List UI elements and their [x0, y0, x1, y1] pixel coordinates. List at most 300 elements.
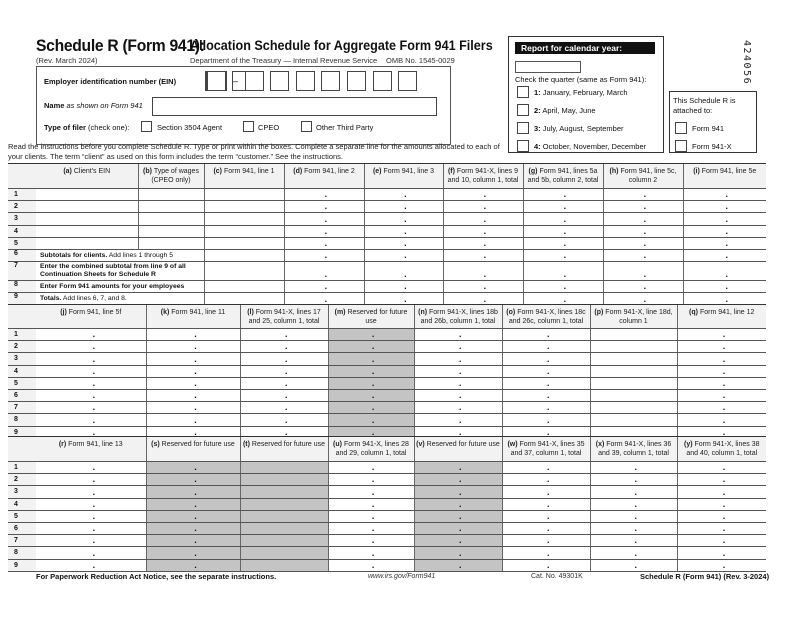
cell-l-row-4[interactable] — [240, 365, 328, 377]
row-number: 2 — [8, 201, 36, 213]
cell-j-row-2[interactable] — [36, 341, 146, 353]
cell-t-row-6 — [240, 522, 328, 534]
cell-p-row-2[interactable] — [590, 341, 677, 353]
cell-u-row-5[interactable] — [328, 510, 414, 522]
cell-n-row-1[interactable] — [414, 329, 502, 341]
cell-b-row-4[interactable] — [138, 225, 204, 237]
table-row — [8, 522, 766, 534]
quarter-3-num: 3: — [534, 124, 541, 133]
cell-a-row-3[interactable] — [36, 213, 138, 225]
cell-v-row-7 — [414, 535, 502, 547]
row-number: 2 — [8, 474, 36, 486]
cell-o-row-8[interactable] — [502, 414, 590, 426]
cell-j-row-1[interactable] — [36, 329, 146, 341]
summary-label — [36, 281, 204, 293]
cell-i-row-5[interactable] — [683, 237, 766, 249]
summary-label-bold: Enter the combined subtotal from line 9 of all Continuation Sheets for Schedule R — [40, 263, 186, 279]
calendar-year-heading: Report for calendar year: — [515, 42, 655, 54]
cell-u-row-7[interactable] — [328, 535, 414, 547]
cell-r-row-3[interactable] — [36, 486, 146, 498]
table-row — [8, 189, 766, 201]
row-number: 1 — [8, 329, 36, 341]
cell-c-row-3[interactable] — [204, 213, 284, 225]
form-941-label: Form 941 — [692, 124, 725, 133]
instructions-text: Read the instructions before you complete Schedule R. Type or print within the boxes. Complete a separate line for the amounts allocated to each of your clients. The term “client” as used on this form includes the term “customer.” See the instructions. — [8, 142, 500, 161]
cell-q-row-4[interactable] — [677, 365, 766, 377]
cell-l-row-7[interactable] — [240, 402, 328, 414]
cell-g-row-2[interactable] — [523, 201, 603, 213]
cell-b-row-3[interactable] — [138, 213, 204, 225]
table-row — [8, 498, 766, 510]
filer-type-label — [44, 123, 129, 132]
row-number: 5 — [8, 510, 36, 522]
ein-input-digit-8[interactable] — [373, 71, 392, 91]
cell-f-line-6[interactable] — [443, 249, 523, 261]
cell-l-row-3[interactable] — [240, 353, 328, 365]
cell-q-row-1[interactable] — [677, 329, 766, 341]
cell-e-row-1[interactable] — [364, 189, 443, 201]
col-u-header: (u) Form 941-X, lines 28 and 29, column 1, total — [328, 437, 414, 462]
cell-n-row-6[interactable] — [414, 389, 502, 401]
row-number: 8 — [8, 547, 36, 559]
name-label-italic: as shown on Form 941 — [66, 101, 143, 110]
cell-t-row-1 — [240, 462, 328, 474]
summary-label-bold: Subtotals for clients. — [40, 251, 108, 259]
col-m-header: (m) Reserved for future use — [328, 305, 414, 329]
quarter-3-text: July, August, September — [542, 124, 624, 133]
row-number: 2 — [8, 341, 36, 353]
irs-url-link[interactable]: www.irs.gov/Form941 — [368, 573, 436, 580]
table-row — [8, 201, 766, 213]
col-n-header: (n) Form 941-X, lines 18b and 26b, column 1, total — [414, 305, 502, 329]
row-number: 3 — [8, 486, 36, 498]
cell-p-row-4[interactable] — [590, 365, 677, 377]
cell-k-row-3[interactable] — [146, 353, 240, 365]
cell-f-line-8[interactable] — [443, 281, 523, 293]
cell-n-row-7[interactable] — [414, 402, 502, 414]
quarter-1-num: 1: — [534, 88, 541, 97]
row-number: 6 — [8, 522, 36, 534]
cell-y-row-4[interactable] — [677, 498, 766, 510]
cell-m-row-2 — [328, 341, 414, 353]
cell-f-row-1[interactable] — [443, 189, 523, 201]
col-l-header: (l) Form 941-X, lines 17 and 25, column 1, total — [240, 305, 328, 329]
cell-o-row-4[interactable] — [502, 365, 590, 377]
cell-k-row-1[interactable] — [146, 329, 240, 341]
cell-i-row-4[interactable] — [683, 225, 766, 237]
summary-label — [36, 262, 204, 281]
summary-label-rest: Add lines 6, 7, and 8. — [62, 294, 127, 302]
cell-s-row-1 — [146, 462, 240, 474]
name-label-bold: Name — [44, 101, 65, 110]
cell-w-row-7[interactable] — [502, 535, 590, 547]
cell-r-row-4[interactable] — [36, 498, 146, 510]
table-row — [8, 237, 766, 249]
cell-r-row-7[interactable] — [36, 535, 146, 547]
cell-n-row-2[interactable] — [414, 341, 502, 353]
cell-w-row-1[interactable] — [502, 462, 590, 474]
cell-w-row-2[interactable] — [502, 474, 590, 486]
quarter-4-num: 4: — [534, 142, 541, 151]
cell-m-row-6 — [328, 389, 414, 401]
cell-j-row-7[interactable] — [36, 402, 146, 414]
table-row — [8, 462, 766, 474]
summary-row — [8, 262, 766, 281]
cell-k-row-5[interactable] — [146, 377, 240, 389]
cell-w-row-5[interactable] — [502, 510, 590, 522]
ein-input-digit-6[interactable] — [321, 71, 340, 91]
cell-e-line-6[interactable] — [364, 249, 443, 261]
cell-e-row-2[interactable] — [364, 201, 443, 213]
quarter-2-checkbox[interactable] — [517, 104, 529, 116]
cell-e-line-7[interactable] — [364, 262, 443, 281]
cell-d-line-7[interactable] — [284, 262, 364, 281]
row-number: 7 — [8, 402, 36, 414]
cell-c-line-7[interactable] — [204, 262, 284, 281]
quarter-4-checkbox[interactable] — [517, 140, 529, 152]
cell-t-row-4 — [240, 498, 328, 510]
form-941x-checkbox[interactable] — [675, 140, 687, 152]
cell-i-row-3[interactable] — [683, 213, 766, 225]
cell-k-row-8[interactable] — [146, 414, 240, 426]
cell-g-line-7[interactable] — [523, 262, 603, 281]
other-third-party-label: Other Third Party — [316, 123, 374, 132]
calendar-year-input[interactable] — [515, 61, 581, 73]
cell-g-row-5[interactable] — [523, 237, 603, 249]
section-3504-agent-checkbox[interactable] — [141, 121, 152, 132]
cell-e-row-5[interactable] — [364, 237, 443, 249]
cell-g-row-3[interactable] — [523, 213, 603, 225]
row-number: 6 — [8, 249, 36, 261]
table-row — [8, 329, 766, 341]
cell-h-row-2[interactable] — [603, 201, 683, 213]
cell-t-row-3 — [240, 486, 328, 498]
cell-a-row-2[interactable] — [36, 201, 138, 213]
summary-label-bold: Enter Form 941 amounts for your employees — [40, 282, 185, 290]
row-number: 5 — [8, 237, 36, 249]
row-number: 3 — [8, 353, 36, 365]
row-number: 8 — [8, 281, 36, 293]
cell-g-row-1[interactable] — [523, 189, 603, 201]
row-number-header — [8, 164, 36, 189]
cell-q-row-2[interactable] — [677, 341, 766, 353]
cell-w-row-3[interactable] — [502, 486, 590, 498]
cell-f-row-2[interactable] — [443, 201, 523, 213]
cell-c-line-6[interactable] — [204, 249, 284, 261]
cell-a-row-1[interactable] — [36, 189, 138, 201]
cell-q-row-5[interactable] — [677, 377, 766, 389]
cell-u-row-2[interactable] — [328, 474, 414, 486]
cell-h-row-4[interactable] — [603, 225, 683, 237]
cell-x-row-5[interactable] — [590, 510, 677, 522]
cell-s-row-7 — [146, 535, 240, 547]
table-row — [8, 213, 766, 225]
cell-w-row-4[interactable] — [502, 498, 590, 510]
cell-o-row-2[interactable] — [502, 341, 590, 353]
cell-o-row-7[interactable] — [502, 402, 590, 414]
cell-q-row-8[interactable] — [677, 414, 766, 426]
cell-y-row-3[interactable] — [677, 486, 766, 498]
cell-s-row-8 — [146, 547, 240, 559]
row-number: 6 — [8, 389, 36, 401]
cell-d-row-5[interactable] — [284, 237, 364, 249]
attached-to-label — [673, 96, 736, 116]
cell-o-row-3[interactable] — [502, 353, 590, 365]
cell-x-row-9[interactable] — [590, 559, 677, 571]
row-number: 9 — [8, 559, 36, 571]
cell-c-line-8[interactable] — [204, 281, 284, 293]
table-row — [8, 486, 766, 498]
cell-y-row-2[interactable] — [677, 474, 766, 486]
cell-i-line-6[interactable] — [683, 249, 766, 261]
col-j-header: (j) Form 941, line 5f — [36, 305, 146, 329]
col-e-header: (e) Form 941, line 3 — [364, 164, 443, 189]
cell-w-row-9[interactable] — [502, 559, 590, 571]
row-number: 1 — [8, 189, 36, 201]
row-number: 4 — [8, 498, 36, 510]
cell-g-line-6[interactable] — [523, 249, 603, 261]
row-number: 5 — [8, 377, 36, 389]
quarter-4-text: October, November, December — [542, 142, 647, 151]
cell-l-row-2[interactable] — [240, 341, 328, 353]
cell-c-row-5[interactable] — [204, 237, 284, 249]
cell-h-line-8[interactable] — [603, 281, 683, 293]
name-label — [44, 101, 143, 110]
cell-l-row-1[interactable] — [240, 329, 328, 341]
cell-x-row-8[interactable] — [590, 547, 677, 559]
cell-t-row-8 — [240, 547, 328, 559]
quarter-1-checkbox[interactable] — [517, 86, 529, 98]
col-o-header: (o) Form 941-X, lines 18c and 26c, column 1, total — [502, 305, 590, 329]
cell-b-row-1[interactable] — [138, 189, 204, 201]
cell-f-row-3[interactable] — [443, 213, 523, 225]
cell-x-row-7[interactable] — [590, 535, 677, 547]
cell-s-row-5 — [146, 510, 240, 522]
cell-y-row-6[interactable] — [677, 522, 766, 534]
cell-n-row-3[interactable] — [414, 353, 502, 365]
cell-p-row-7[interactable] — [590, 402, 677, 414]
cell-i-row-2[interactable] — [683, 201, 766, 213]
cell-j-row-6[interactable] — [36, 389, 146, 401]
summary-label-rest: Add lines 1 through 5 — [108, 251, 173, 259]
cell-h-line-7[interactable] — [603, 262, 683, 281]
cell-v-row-1 — [414, 462, 502, 474]
cell-m-row-8 — [328, 414, 414, 426]
cell-r-row-8[interactable] — [36, 547, 146, 559]
cell-y-row-7[interactable] — [677, 535, 766, 547]
table-row — [8, 225, 766, 237]
cell-v-row-9 — [414, 559, 502, 571]
filer-type-label-bold: Type of filer — [44, 123, 86, 132]
cell-f-row-4[interactable] — [443, 225, 523, 237]
cell-r-row-9[interactable] — [36, 559, 146, 571]
cell-u-row-6[interactable] — [328, 522, 414, 534]
cell-r-row-5[interactable] — [36, 510, 146, 522]
allocation-table-section-3 — [8, 436, 766, 572]
cell-u-row-8[interactable] — [328, 547, 414, 559]
cell-h-line-6[interactable] — [603, 249, 683, 261]
cell-h-row-3[interactable] — [603, 213, 683, 225]
cell-d-line-6[interactable] — [284, 249, 364, 261]
cell-t-row-9 — [240, 559, 328, 571]
cell-n-row-4[interactable] — [414, 365, 502, 377]
cell-i-row-1[interactable] — [683, 189, 766, 201]
cell-x-row-2[interactable] — [590, 474, 677, 486]
cell-y-row-8[interactable] — [677, 547, 766, 559]
paperwork-notice: For Paperwork Reduction Act Notice, see the separate instructions. — [36, 572, 277, 581]
cell-v-row-3 — [414, 486, 502, 498]
cell-u-row-9[interactable] — [328, 559, 414, 571]
cpeo-checkbox[interactable] — [243, 121, 254, 132]
cell-k-row-7[interactable] — [146, 402, 240, 414]
cell-l-row-6[interactable] — [240, 389, 328, 401]
cell-m-row-1 — [328, 329, 414, 341]
cell-k-row-4[interactable] — [146, 365, 240, 377]
filer-type-label-rest: (check one): — [88, 123, 130, 132]
table-row — [8, 414, 766, 426]
cell-r-row-2[interactable] — [36, 474, 146, 486]
cell-o-row-5[interactable] — [502, 377, 590, 389]
cell-d-line-8[interactable] — [284, 281, 364, 293]
cell-y-row-1[interactable] — [677, 462, 766, 474]
row-number: 1 — [8, 462, 36, 474]
cell-e-row-3[interactable] — [364, 213, 443, 225]
cell-w-row-6[interactable] — [502, 522, 590, 534]
col-w-header: (w) Form 941-X, lines 35 and 37, column 1, total — [502, 437, 590, 462]
ein-input-digit-5[interactable] — [296, 71, 315, 91]
cell-r-row-1[interactable] — [36, 462, 146, 474]
cell-d-row-2[interactable] — [284, 201, 364, 213]
summary-row — [8, 249, 766, 261]
cell-p-row-3[interactable] — [590, 353, 677, 365]
row-number: 4 — [8, 225, 36, 237]
cell-e-row-4[interactable] — [364, 225, 443, 237]
cell-m-row-5 — [328, 377, 414, 389]
cell-y-row-9[interactable] — [677, 559, 766, 571]
cell-u-row-3[interactable] — [328, 486, 414, 498]
cell-s-row-9 — [146, 559, 240, 571]
cell-r-row-6[interactable] — [36, 522, 146, 534]
catalog-number: Cat. No. 49301K — [531, 573, 583, 580]
cell-i-line-7[interactable] — [683, 262, 766, 281]
cell-q-row-6[interactable] — [677, 389, 766, 401]
cell-b-row-5[interactable] — [138, 237, 204, 249]
cell-q-row-3[interactable] — [677, 353, 766, 365]
row-number-header — [8, 305, 36, 329]
col-x-header: (x) Form 941-X, lines 36 and 39, column 1, total — [590, 437, 677, 462]
name-input[interactable] — [152, 97, 437, 116]
cell-o-row-6[interactable] — [502, 389, 590, 401]
cell-j-row-3[interactable] — [36, 353, 146, 365]
form-941-checkbox[interactable] — [675, 122, 687, 134]
cell-y-row-5[interactable] — [677, 510, 766, 522]
cell-d-row-3[interactable] — [284, 213, 364, 225]
cell-i-line-8[interactable] — [683, 281, 766, 293]
col-d-header: (d) Form 941, line 2 — [284, 164, 364, 189]
cell-q-row-7[interactable] — [677, 402, 766, 414]
cell-w-row-8[interactable] — [502, 547, 590, 559]
table-row — [8, 474, 766, 486]
cell-c-row-1[interactable] — [204, 189, 284, 201]
ein-input-digit-7[interactable] — [347, 71, 366, 91]
cell-v-row-8 — [414, 547, 502, 559]
cell-n-row-8[interactable] — [414, 414, 502, 426]
cell-x-row-6[interactable] — [590, 522, 677, 534]
cell-x-row-1[interactable] — [590, 462, 677, 474]
ein-input-digit-1[interactable] — [207, 71, 226, 91]
summary-row — [8, 281, 766, 293]
cell-t-row-5 — [240, 510, 328, 522]
cell-k-row-6[interactable] — [146, 389, 240, 401]
cpeo-label: CPEO — [258, 123, 280, 132]
quarter-2-text: April, May, June — [542, 106, 596, 115]
cell-x-row-3[interactable] — [590, 486, 677, 498]
table-row — [8, 535, 766, 547]
other-third-party-checkbox[interactable] — [301, 121, 312, 132]
cell-c-row-4[interactable] — [204, 225, 284, 237]
ein-input-digit-3[interactable] — [245, 71, 264, 91]
cell-g-row-4[interactable] — [523, 225, 603, 237]
cell-f-row-5[interactable] — [443, 237, 523, 249]
cell-p-row-6[interactable] — [590, 389, 677, 401]
cell-v-row-4 — [414, 498, 502, 510]
cell-c-row-2[interactable] — [204, 201, 284, 213]
ein-input-digit-9[interactable] — [398, 71, 417, 91]
cell-h-row-5[interactable] — [603, 237, 683, 249]
cell-j-row-5[interactable] — [36, 377, 146, 389]
cell-p-row-8[interactable] — [590, 414, 677, 426]
cell-j-row-8[interactable] — [36, 414, 146, 426]
cell-j-row-4[interactable] — [36, 365, 146, 377]
summary-label-bold: Totals. — [40, 294, 62, 302]
form-941x-label: Form 941-X — [692, 142, 732, 151]
cell-g-line-8[interactable] — [523, 281, 603, 293]
quarter-1-label — [534, 88, 628, 97]
col-v-header: (v) Reserved for future use — [414, 437, 502, 462]
revision-date: (Rev. March 2024) — [36, 56, 98, 65]
ein-input-digit-4[interactable] — [270, 71, 289, 91]
cell-o-row-1[interactable] — [502, 329, 590, 341]
cell-f-line-7[interactable] — [443, 262, 523, 281]
cell-x-row-4[interactable] — [590, 498, 677, 510]
cell-n-row-5[interactable] — [414, 377, 502, 389]
cell-p-row-1[interactable] — [590, 329, 677, 341]
cell-d-row-1[interactable] — [284, 189, 364, 201]
cell-u-row-4[interactable] — [328, 498, 414, 510]
cell-u-row-1[interactable] — [328, 462, 414, 474]
cell-l-row-8[interactable] — [240, 414, 328, 426]
cell-e-line-8[interactable] — [364, 281, 443, 293]
cell-k-row-2[interactable] — [146, 341, 240, 353]
col-t-header: (t) Reserved for future use — [240, 437, 328, 462]
summary-label — [36, 249, 204, 261]
cell-a-row-4[interactable] — [36, 225, 138, 237]
col-r-header: (r) Form 941, line 13 — [36, 437, 146, 462]
cell-p-row-5[interactable] — [590, 377, 677, 389]
cell-l-row-5[interactable] — [240, 377, 328, 389]
cell-v-row-5 — [414, 510, 502, 522]
quarter-3-label — [534, 124, 624, 133]
cell-t-row-7 — [240, 535, 328, 547]
attached-to-line1: This Schedule R is — [673, 96, 736, 105]
cell-a-row-5[interactable] — [36, 237, 138, 249]
cell-b-row-2[interactable] — [138, 201, 204, 213]
quarter-3-checkbox[interactable] — [517, 122, 529, 134]
row-number: 4 — [8, 365, 36, 377]
col-c-header: (c) Form 941, line 1 — [204, 164, 284, 189]
cell-h-row-1[interactable] — [603, 189, 683, 201]
cell-d-row-4[interactable] — [284, 225, 364, 237]
